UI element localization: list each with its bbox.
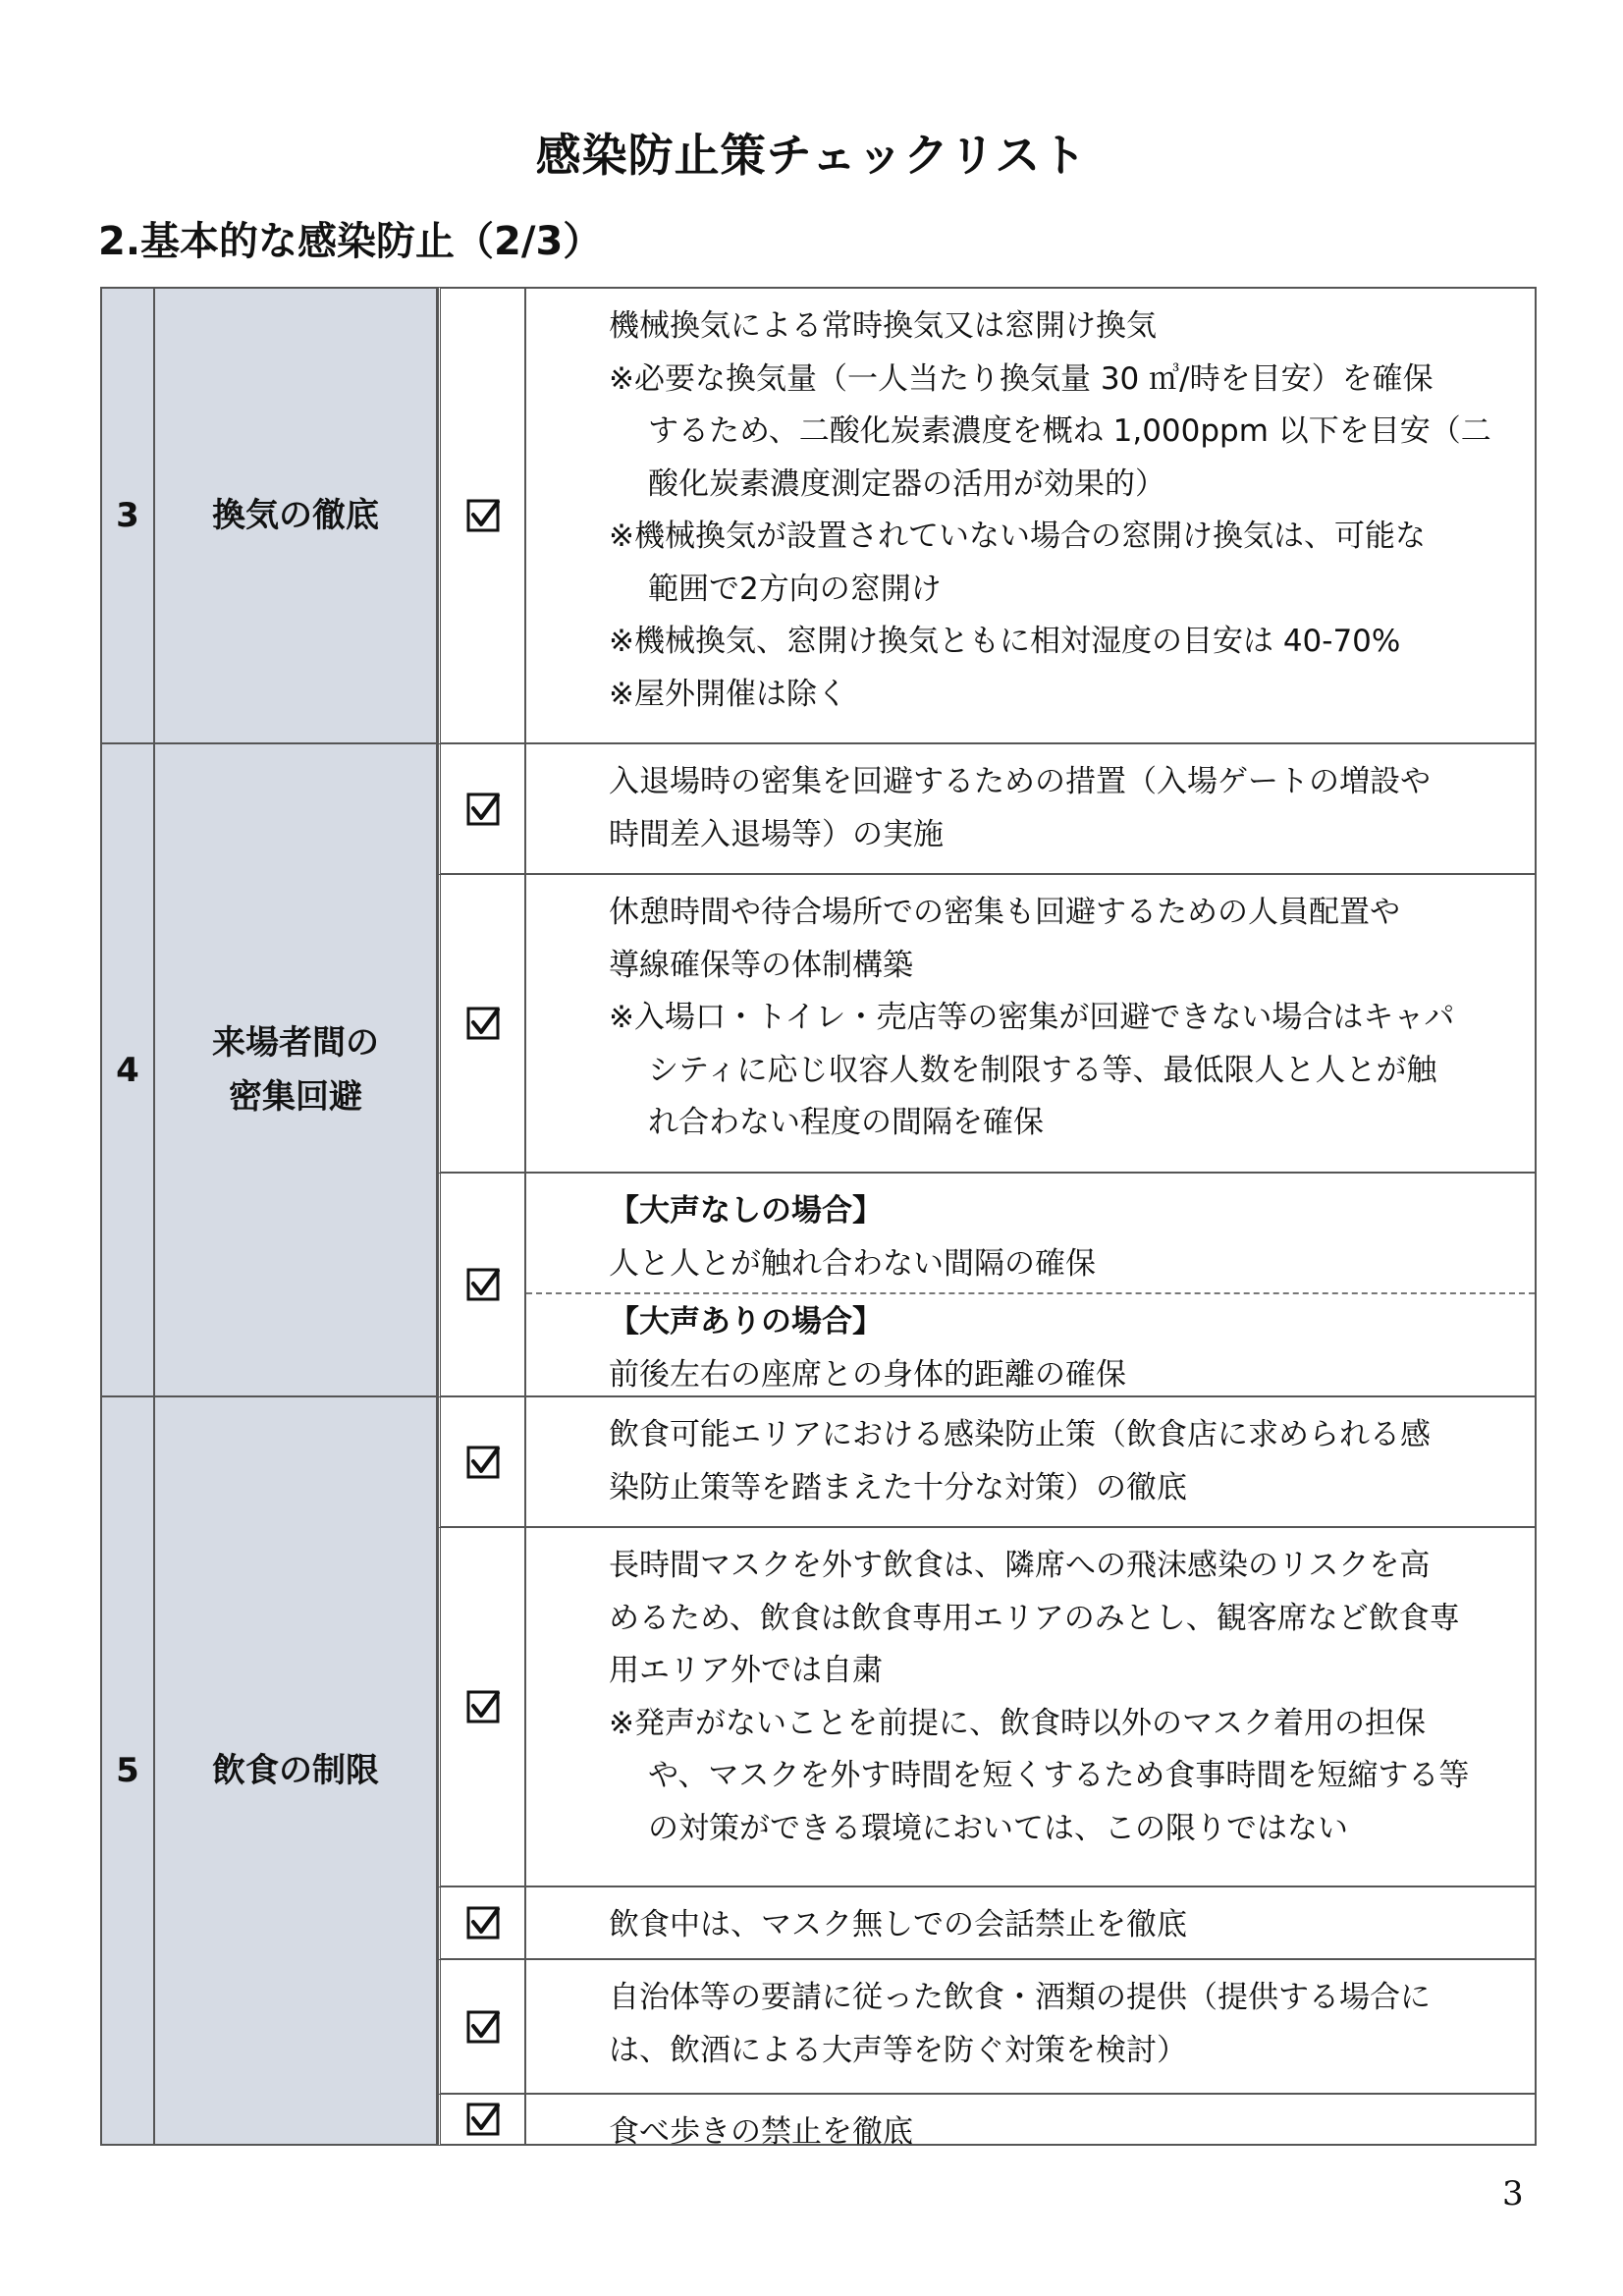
checked-checkbox-icon[interactable] (438, 1174, 526, 1397)
item-number: 5 (100, 1397, 155, 2146)
page-number: 3 (1502, 2174, 1524, 2214)
item-text-line: ※発声がないことを前提に、飲食時以外のマスク着用の担保 (609, 1705, 1426, 1741)
item-text-line: ※必要な換気量（一人当たり換気量 30 ㎥/時を目安）を確保 (609, 360, 1434, 397)
checked-checkbox-icon[interactable] (438, 1397, 526, 1528)
checked-checkbox-icon[interactable] (438, 287, 526, 744)
checked-checkbox-icon[interactable] (438, 1887, 526, 1960)
item-text-line: ※屋外開催は除く (609, 676, 847, 712)
checklist-item-text (526, 1960, 1537, 2095)
item-number: 4 (100, 744, 155, 1397)
checklist-item-text (526, 744, 1537, 875)
category-label: 換気の徹底 (212, 495, 379, 535)
item-text-line: 前後左右の座席との身体的距離の確保 (609, 1356, 1126, 1393)
item-text-line: 飲食中は、マスク無しでの会話禁止を徹底 (609, 1907, 1187, 1942)
item-text-line: 染防止策等を踏まえた十分な対策）の徹底 (609, 1469, 1187, 1505)
item-text-line: 【大声なしの場合】 (609, 1193, 883, 1229)
item-category (155, 744, 438, 1397)
item-text-line: 機械換気による常時換気又は窓開け換気 (609, 308, 1157, 344)
item-text-line: めるため、飲食は飲食専用エリアのみとし、観客席など飲食専 (609, 1600, 1460, 1636)
category-label: 密集回避 (229, 1076, 362, 1117)
item-text-line: 【大声ありの場合】 (609, 1304, 883, 1339)
checklist-item-text (526, 875, 1537, 1174)
item-text-line: ※機械換気が設置されていない場合の窓開け換気は、可能な (609, 519, 1426, 554)
item-text-line: 自治体等の要請に従った飲食・酒類の提供（提供する場合に (609, 1980, 1431, 2015)
item-text-line: ※機械換気、窓開け換気ともに相対湿度の目安は 40-70% (609, 624, 1401, 659)
item-category (155, 1397, 438, 2146)
checked-checkbox-icon[interactable] (438, 1960, 526, 2095)
checked-checkbox-icon[interactable] (438, 744, 526, 875)
page-title: 感染防止策チェックリスト (535, 129, 1088, 182)
item-number: 3 (100, 287, 155, 744)
checklist-item-text (526, 1528, 1537, 1887)
section-subtitle: 2.基本的な感染防止（2/3） (98, 219, 603, 264)
item-text-line: 人と人とが触れ合わない間隔の確保 (609, 1245, 1096, 1282)
item-text-line: 入退場時の密集を回避するための措置（入場ゲートの増設や (609, 764, 1431, 799)
category-label: 来場者間の (212, 1023, 379, 1064)
item-text-line: 範囲で2方向の窓開け (648, 571, 942, 607)
item-text-line: 時間差入退場等）の実施 (609, 816, 944, 852)
item-text-line: 休憩時間や待合場所での密集も回避するための人員配置や (609, 895, 1400, 930)
checklist-item-text (526, 1887, 1537, 1960)
item-text-line: するため、二酸化炭素濃度を概ね 1,000ppm 以下を目安（二 (648, 413, 1491, 449)
item-text-line: 用エリア外では自粛 (609, 1653, 883, 1688)
item-text-line: や、マスクを外す時間を短くするため食事時間を短縮する等 (648, 1758, 1470, 1793)
item-text-line: は、飲酒による大声等を防ぐ対策を検討） (609, 2032, 1187, 2068)
checklist-item-text (526, 287, 1537, 744)
checklist-item-text (526, 1174, 1537, 1397)
checked-checkbox-icon[interactable] (438, 875, 526, 1174)
dashed-divider (526, 1292, 1535, 1294)
checked-checkbox-icon[interactable] (438, 2095, 526, 2146)
category-label: 飲食の制限 (212, 1750, 379, 1790)
item-text-line: れ合わない程度の間隔を確保 (648, 1105, 1044, 1140)
item-text-line: の対策ができる環境においては、この限りではない (648, 1810, 1348, 1846)
item-text-line: 飲食可能エリアにおける感染防止策（飲食店に求められる感 (609, 1417, 1431, 1452)
checklist-table (100, 287, 1537, 2150)
item-text-line: シティに応じ収容人数を制限する等、最低限人と人とが触 (648, 1052, 1437, 1088)
checklist-item-text (526, 2095, 1537, 2150)
item-text-line: ※入場口・トイレ・売店等の密集が回避できない場合はキャパ (609, 1000, 1455, 1035)
checklist-item-text (526, 1397, 1537, 1528)
item-category (155, 287, 438, 744)
item-text-line: 長時間マスクを外す飲食は、隣席への飛沫感染のリスクを高 (609, 1548, 1431, 1583)
checked-checkbox-icon[interactable] (438, 1528, 526, 1887)
item-text-line: 食べ歩きの禁止を徹底 (609, 2114, 913, 2150)
item-text-line: 酸化炭素濃度測定器の活用が効果的） (648, 465, 1165, 502)
item-text-line: 導線確保等の体制構築 (609, 947, 913, 983)
